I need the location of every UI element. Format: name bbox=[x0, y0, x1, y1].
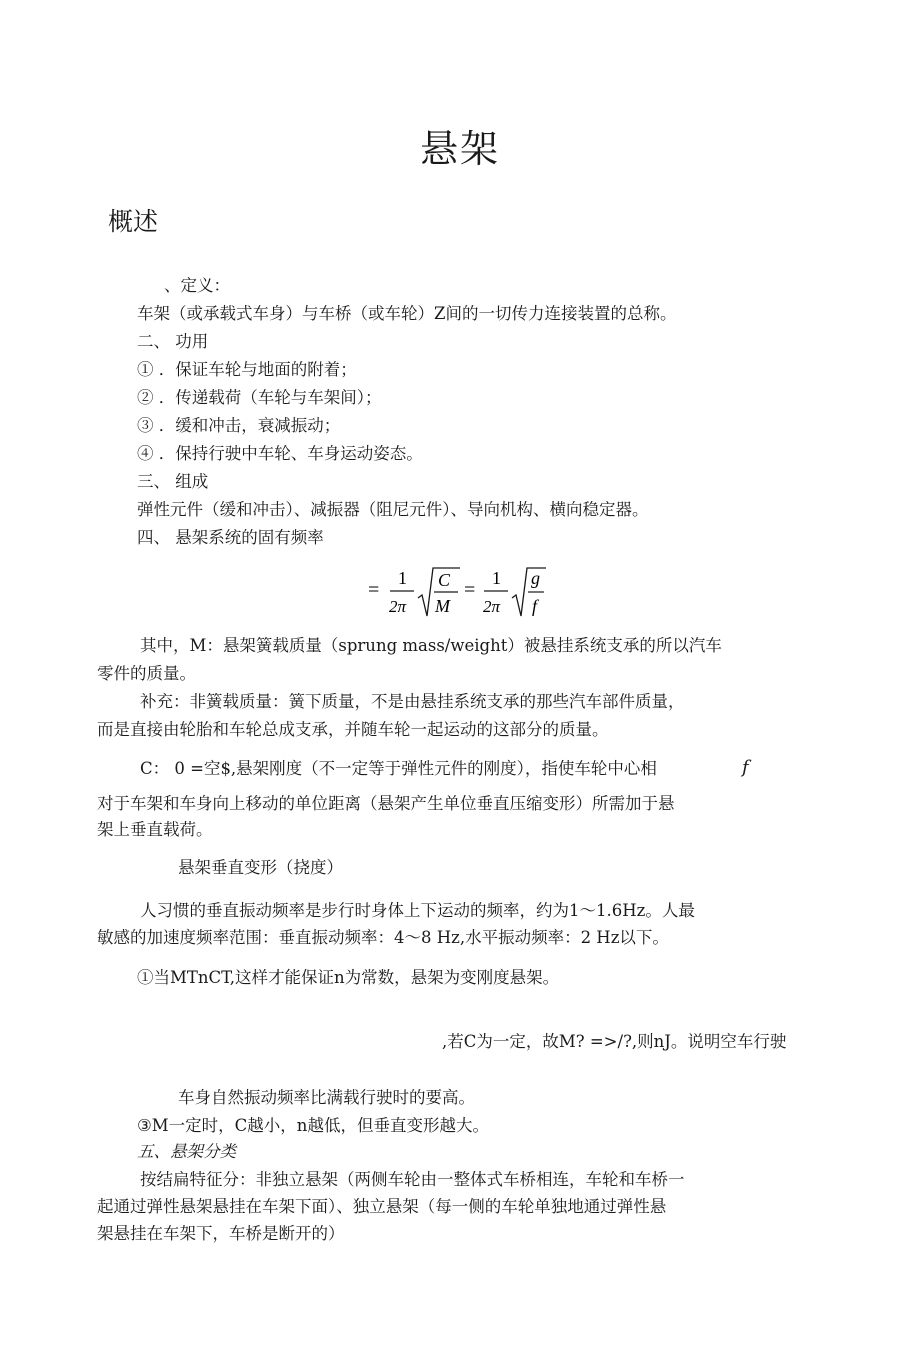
stiffness-line-3: 架上垂直载荷。 bbox=[97, 820, 213, 839]
formula-numerator-1: 1 bbox=[398, 568, 407, 588]
sprung-mass-line-1: 其中，M：悬架簧载质量（sprung mass/weight）被悬挂系统支承的所以汽车 bbox=[140, 636, 722, 655]
function-label: 二、 功用 bbox=[137, 332, 209, 351]
classification-line-1: 按结扁特征分：非独立悬架（两侧车轮由一整体式车桥相连，车轮和车桥一 bbox=[140, 1170, 685, 1189]
formula-denominator-1: 2π bbox=[389, 597, 407, 616]
formula-numerator-2: 1 bbox=[492, 568, 501, 588]
formula-equals-1: = bbox=[368, 579, 380, 601]
composition-label: 三、 组成 bbox=[137, 472, 209, 491]
formula-f: f bbox=[532, 596, 538, 616]
classification-line-2: 起通过弹性悬架悬挂在车架下面）、独立悬架（每一侧的车轮单独地通过弹性悬 bbox=[97, 1197, 667, 1216]
deflection-label: 悬架垂直变形（挠度） bbox=[178, 858, 343, 877]
point-2: ,若C为一定，故M? =>/?,则nJ。说明空车行驶 bbox=[442, 1032, 787, 1051]
stiffness-f-symbol: f bbox=[742, 757, 749, 778]
page-title: 悬架 bbox=[419, 127, 500, 171]
point-2-continued: 车身自然振动频率比满载行驶时的要高。 bbox=[178, 1088, 475, 1107]
formula-equals-2: = bbox=[464, 579, 476, 601]
function-item-2: ② ．传递载荷（车轮与车架间）； bbox=[137, 388, 382, 407]
habit-frequency-line-2: 敏感的加速度频率范围：垂直振动频率：4～8 Hz,水平振动频率：2 Hz以下。 bbox=[97, 928, 669, 947]
stiffness-line-1: C： 0 =空$,悬架刚度（不一定等于弹性元件的刚度），指使车轮中心相 bbox=[140, 759, 657, 778]
function-item-4: ④ ．保持行驶中车轮、车身运动姿态。 bbox=[137, 444, 423, 463]
point-1: ①当MTnCT,这样才能保证n为常数，悬架为变刚度悬架。 bbox=[137, 968, 560, 987]
function-item-1: ① ．保证车轮与地面的附着； bbox=[137, 360, 357, 379]
unsprung-mass-line-1: 补充：非簧载质量：簧下质量，不是由悬挂系统支承的那些汽车部件质量， bbox=[140, 692, 685, 711]
point-3: ③M一定时，C越小，n越低，但垂直变形越大。 bbox=[137, 1116, 489, 1135]
unsprung-mass-line-2: 而是直接由轮胎和车轮总成支承，并随车轮一起运动的这部分的质量。 bbox=[97, 720, 609, 739]
frequency-label: 四、 悬架系统的固有频率 bbox=[137, 528, 324, 547]
habit-frequency-line-1: 人习惯的垂直振动频率是步行时身体上下运动的频率，约为1～1.6Hz。人最 bbox=[140, 901, 695, 920]
classification-line-3: 架悬挂在车架下，车桥是断开的） bbox=[97, 1224, 345, 1243]
natural-frequency-formula bbox=[368, 562, 558, 622]
definition-label: 、定义： bbox=[164, 276, 230, 295]
sprung-mass-line-2: 零件的质量。 bbox=[97, 664, 196, 683]
formula-C: C bbox=[438, 570, 451, 590]
definition-text: 车架（或承载式车身）与车桥（或车轮）Z间的一切传力连接装置的总称。 bbox=[137, 304, 677, 323]
stiffness-line-2: 对于车架和车身向上移动的单位距离（悬架产生单位垂直压缩变形）所需加于悬 bbox=[97, 794, 675, 813]
classification-label: 五、悬架分类 bbox=[137, 1142, 236, 1161]
formula-denominator-2: 2π bbox=[483, 597, 501, 616]
composition-text: 弹性元件（缓和冲击）、减振器（阻尼元件）、导向机构、横向稳定器。 bbox=[137, 500, 649, 519]
section-heading: 概述 bbox=[108, 207, 159, 236]
function-item-3: ③ ．缓和冲击，衰减振动； bbox=[137, 416, 341, 435]
formula-g: g bbox=[531, 568, 540, 588]
formula-M: M bbox=[435, 596, 450, 616]
